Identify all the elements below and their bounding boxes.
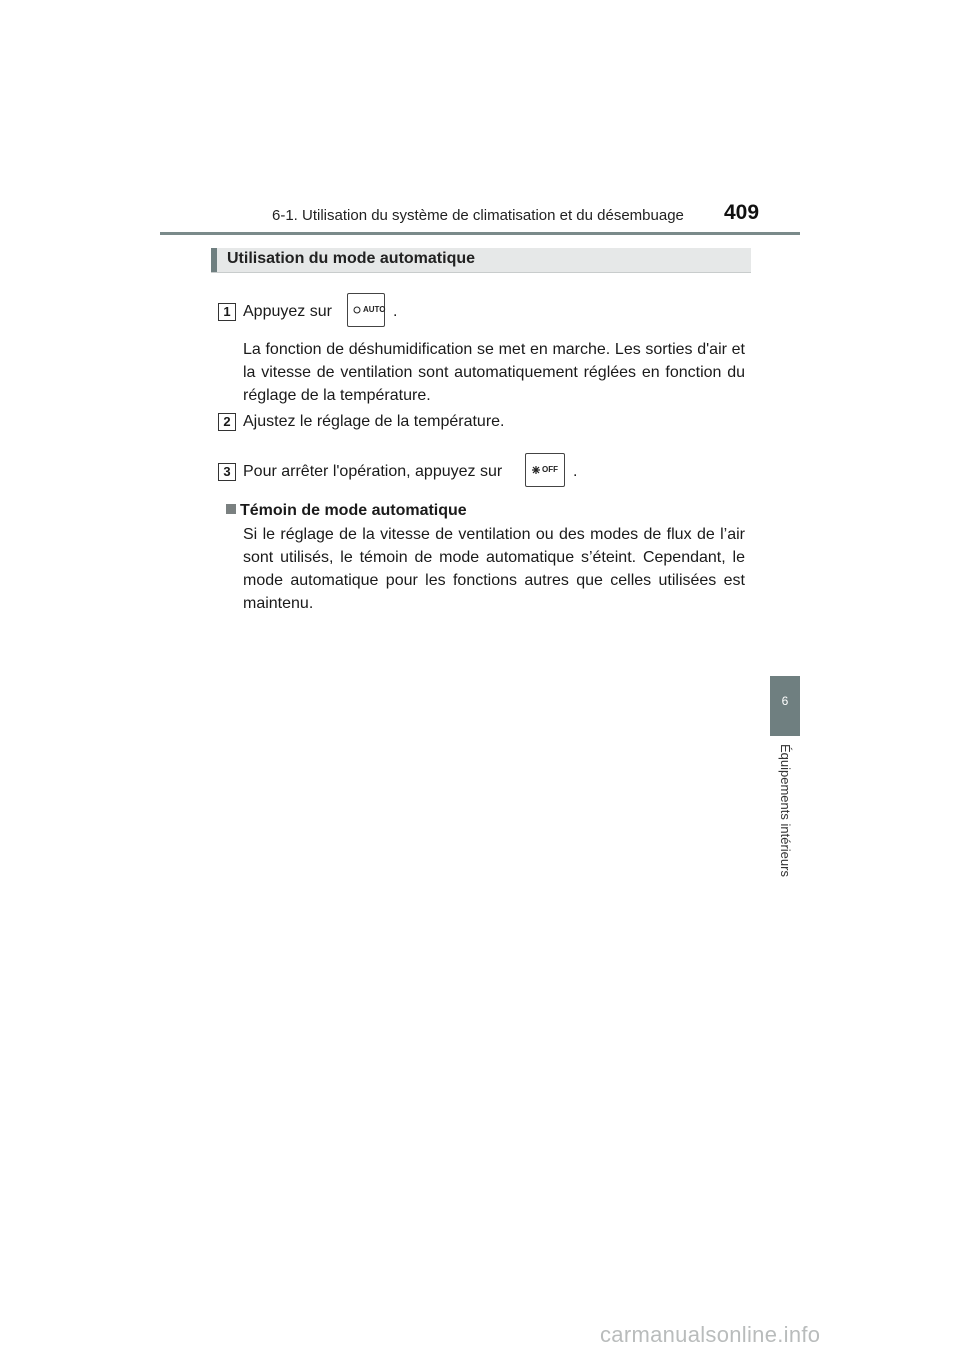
fan-off-button-icon: [525, 453, 565, 487]
fan-icon: [532, 466, 540, 474]
step-2-text: Ajustez le réglage de la température.: [243, 413, 505, 430]
note-heading-text: Témoin de mode automatique: [240, 502, 467, 519]
chapter-header: 6-1. Utilisation du système de climatisation et du désembuage: [272, 207, 684, 224]
header-divider: [160, 232, 800, 235]
step-3-text: Pour arrêter l'opération, appuyez sur: [243, 463, 503, 480]
section-divider: [211, 272, 751, 273]
step-number-3: 3: [218, 463, 236, 481]
chapter-tab: [770, 676, 800, 736]
step-1-text: [243, 300, 332, 323]
note-body: Si le réglage de la vitesse de ventilation ou des modes de flux de l’air sont utilisés, le témoin de mode automatique s’éteint. Cependant, le mode automatique pour les fonctions autres que celles utilisées est maintenu.: [243, 526, 745, 612]
section-title: Utilisation du mode automatique: [227, 250, 476, 267]
section-title-bar: [211, 248, 751, 272]
step-1-description: La fonction de déshumidification se met en marche. Les sorties d'air et la vitesse de ventilation sont automatiquement réglées en fonction du réglage de la température.: [243, 341, 745, 404]
section-accent: [211, 248, 217, 272]
note-bullet-square-icon: [226, 504, 236, 514]
chapter-tab-label: Équipements intérieurs: [778, 744, 793, 877]
step-number-2: 2: [218, 413, 236, 431]
note-heading: [226, 499, 467, 522]
watermark: carmanualsonline.info: [600, 1322, 821, 1347]
step-1-text-before: Appuyez sur: [243, 303, 332, 320]
off-icon-label: OFF: [542, 465, 558, 474]
chapter-tab-number: 6: [781, 694, 789, 708]
step-3-period: .: [573, 463, 578, 480]
auto-icon-label: AUTO: [363, 305, 386, 314]
auto-button-icon: [347, 293, 385, 327]
step-number-1: 1: [218, 303, 236, 321]
indicator-circle-icon: [353, 306, 361, 314]
page-number: 409: [724, 201, 760, 224]
step-1-period: .: [393, 303, 398, 320]
